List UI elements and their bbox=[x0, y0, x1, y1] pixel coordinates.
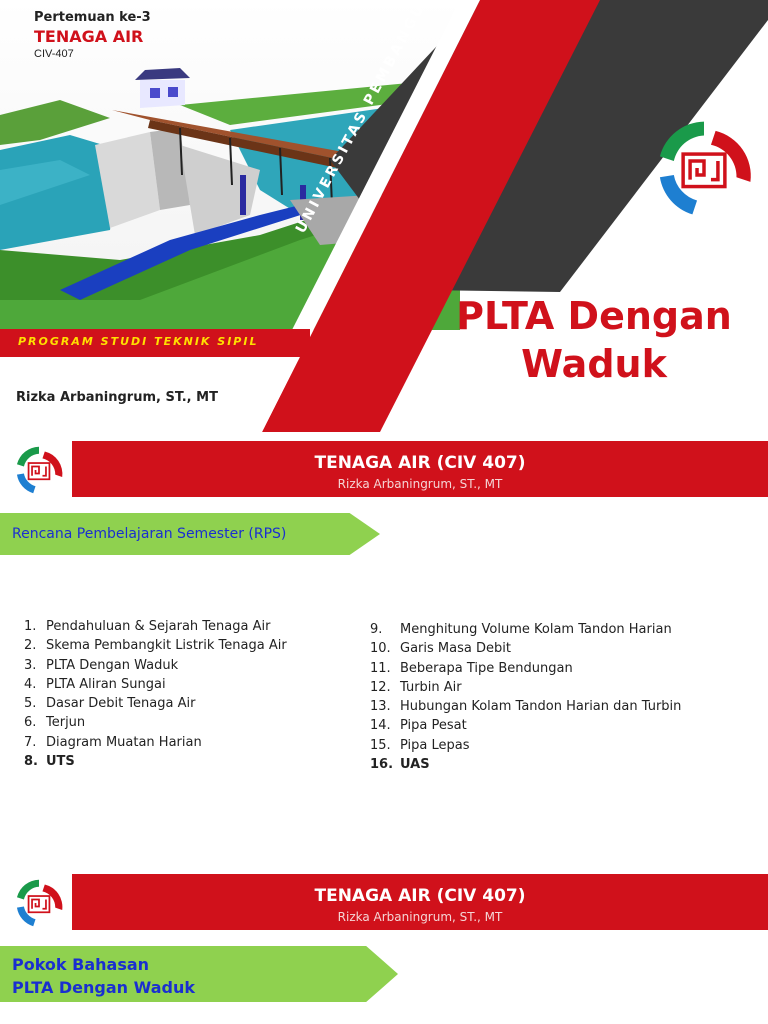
slide-title bbox=[420, 292, 768, 388]
upj-logo bbox=[10, 874, 68, 932]
list-label: Diagram Muatan Harian bbox=[46, 734, 202, 750]
section-label-line2: PLTA Dengan Waduk bbox=[12, 978, 195, 997]
list-item bbox=[24, 617, 287, 636]
upj-logo bbox=[10, 441, 68, 499]
course-header bbox=[72, 874, 768, 930]
list-item bbox=[24, 733, 287, 752]
upj-logo bbox=[646, 110, 762, 226]
program-label: PROGRAM STUDI TEKNIK SIPIL bbox=[18, 335, 259, 348]
list-number: 12. bbox=[370, 679, 391, 695]
header-title: TENAGA AIR (CIV 407) bbox=[314, 886, 526, 906]
slide-title-line2: Waduk bbox=[521, 342, 667, 386]
list-item bbox=[370, 678, 681, 697]
list-item bbox=[370, 620, 681, 639]
topic-slide bbox=[0, 870, 768, 1024]
list-item bbox=[24, 636, 287, 655]
list-label: Garis Masa Debit bbox=[400, 641, 511, 657]
list-item bbox=[370, 755, 681, 774]
list-number: 5. bbox=[24, 696, 37, 712]
list-number: 6. bbox=[24, 715, 37, 731]
list-item bbox=[370, 659, 681, 678]
list-number: 13. bbox=[370, 699, 391, 715]
list-label: Pipa Lepas bbox=[400, 737, 470, 753]
list-item bbox=[370, 716, 681, 735]
list-item bbox=[24, 713, 287, 732]
list-number: 16. bbox=[370, 757, 394, 773]
course-code: CIV-407 bbox=[34, 48, 74, 60]
list-number: 15. bbox=[370, 737, 391, 753]
list-label: UTS bbox=[46, 754, 75, 770]
list-number: 14. bbox=[370, 718, 391, 734]
list-label: PLTA Aliran Sungai bbox=[46, 676, 166, 692]
list-label: Hubungan Kolam Tandon Harian dan Turbin bbox=[400, 699, 682, 715]
list-item bbox=[370, 697, 681, 716]
list-label: Menghitung Volume Kolam Tandon Harian bbox=[400, 622, 672, 637]
list-label: Pipa Pesat bbox=[400, 718, 467, 734]
title-slide bbox=[0, 0, 768, 432]
section-label bbox=[12, 953, 195, 999]
list-label: Pendahuluan & Sejarah Tenaga Air bbox=[46, 619, 271, 634]
course-header bbox=[72, 441, 768, 497]
list-label: UAS bbox=[400, 757, 430, 773]
header-subtitle: Rizka Arbaningrum, ST., MT bbox=[337, 477, 503, 491]
list-number: 4. bbox=[24, 676, 37, 692]
list-item bbox=[370, 639, 681, 658]
university-label: UNIVERSITAS PEMBANGUNAN bbox=[292, 0, 449, 236]
course-name: TENAGA AIR bbox=[34, 27, 144, 46]
list-label: PLTA Dengan Waduk bbox=[46, 657, 179, 673]
list-label: Turbin Air bbox=[400, 679, 462, 695]
header-title: TENAGA AIR (CIV 407) bbox=[314, 453, 526, 473]
list-item bbox=[24, 656, 287, 675]
list-number: 10. bbox=[370, 641, 391, 657]
list-label: Terjun bbox=[46, 715, 86, 731]
section-label-line1: Pokok Bahasan bbox=[12, 955, 150, 974]
list-number: 11. bbox=[370, 660, 391, 676]
topics-list-left bbox=[24, 617, 287, 771]
list-number: 2. bbox=[24, 638, 37, 654]
list-number: 3. bbox=[24, 657, 37, 673]
list-item bbox=[24, 752, 287, 771]
section-label: Rencana Pembelajaran Semester (RPS) bbox=[12, 526, 287, 542]
slide-title-line1: PLTA Dengan bbox=[456, 294, 732, 338]
rps-slide bbox=[0, 437, 768, 847]
list-label: Skema Pembangkit Listrik Tenaga Air bbox=[46, 638, 287, 654]
list-number: 8. bbox=[24, 754, 38, 770]
list-label: Beberapa Tipe Bendungan bbox=[400, 660, 573, 676]
list-number: 7. bbox=[24, 734, 37, 750]
meeting-number: Pertemuan ke-3 bbox=[34, 10, 151, 25]
header-subtitle: Rizka Arbaningrum, ST., MT bbox=[337, 910, 503, 924]
list-label: Dasar Debit Tenaga Air bbox=[46, 696, 196, 712]
list-number: 1. bbox=[24, 619, 37, 634]
author-name: Rizka Arbaningrum, ST., MT bbox=[16, 390, 218, 405]
list-item bbox=[370, 736, 681, 755]
list-item bbox=[24, 675, 287, 694]
list-item bbox=[24, 694, 287, 713]
list-number: 9. bbox=[370, 622, 383, 637]
topics-list-right bbox=[370, 620, 681, 774]
